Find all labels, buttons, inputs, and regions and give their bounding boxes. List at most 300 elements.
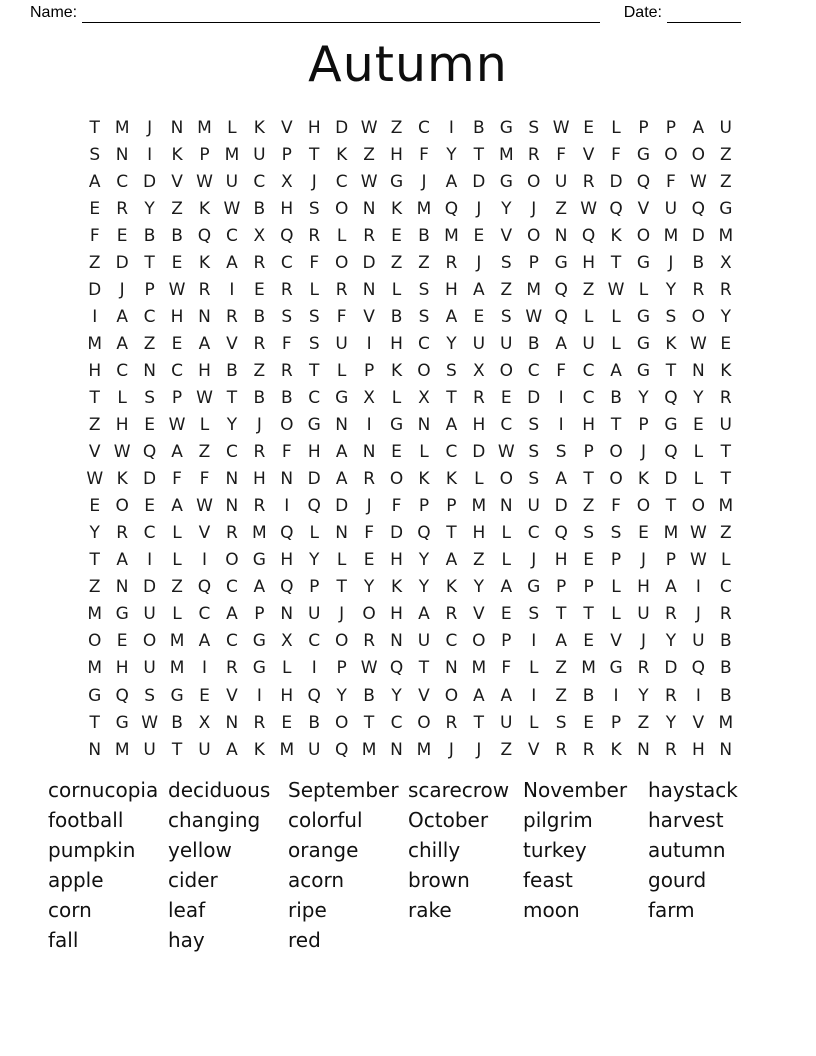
grid-letter: F	[89, 225, 100, 246]
grid-letter: H	[307, 442, 321, 463]
grid-letter: T	[446, 387, 457, 408]
grid-letter: W	[168, 415, 186, 436]
grid-letter: T	[171, 739, 183, 760]
grid-letter: D	[335, 117, 349, 138]
grid-letter: G	[252, 658, 266, 679]
grid-letter: U	[637, 604, 650, 625]
grid-letter: N	[554, 225, 568, 246]
grid-letter: Z	[473, 550, 485, 571]
grid-letter: T	[226, 387, 238, 408]
grid-letter: O	[472, 631, 486, 652]
grid-letter: E	[692, 415, 704, 436]
grid-letter: M	[663, 225, 679, 246]
grid-letter: L	[391, 279, 402, 300]
grid-letter: R	[280, 279, 293, 300]
grid-letter: K	[253, 117, 265, 138]
grid-letter: U	[143, 658, 156, 679]
grid-letter: V	[692, 712, 705, 733]
grid-letter: S	[555, 442, 567, 463]
grid-letter: R	[253, 712, 266, 733]
grid-letter: T	[473, 712, 485, 733]
grid-letter: E	[144, 415, 155, 436]
grid-letter: A	[692, 117, 705, 138]
grid-letter: W	[525, 306, 543, 327]
grid-letter: L	[501, 550, 512, 571]
grid-letter: J	[668, 252, 674, 273]
grid-letter: I	[147, 550, 153, 571]
grid-letter: X	[253, 225, 266, 246]
grid-letter: R	[719, 279, 732, 300]
grid-letter: L	[172, 523, 182, 544]
grid-letter: O	[636, 496, 651, 517]
word-item: haystack	[648, 778, 738, 802]
grid-letter: U	[307, 739, 321, 760]
grid-letter: E	[171, 252, 183, 273]
grid-letter: T	[720, 469, 731, 490]
grid-letter: L	[611, 577, 621, 598]
grid-letter: N	[499, 496, 513, 517]
grid-letter: O	[334, 631, 349, 652]
grid-letter: G	[252, 631, 266, 652]
grid-letter: Y	[720, 306, 731, 327]
grid-letter: C	[225, 631, 238, 652]
grid-letter: O	[664, 144, 678, 165]
grid-letter: S	[281, 306, 293, 327]
grid-letter: O	[499, 360, 513, 381]
grid-letter: D	[143, 577, 157, 598]
grid-letter: P	[199, 144, 210, 165]
grid-letter: Z	[363, 144, 375, 165]
grid-letter: D	[143, 469, 157, 490]
grid-letter: M	[87, 604, 103, 625]
grid-letter: M	[114, 117, 130, 138]
grid-letter: S	[446, 360, 457, 381]
grid-letter: K	[610, 225, 622, 246]
grid-letter: L	[391, 387, 402, 408]
grid-letter: Q	[554, 523, 568, 544]
grid-letter: R	[637, 658, 650, 679]
grid-letter: Z	[582, 496, 595, 517]
grid-letter: Z	[198, 442, 211, 463]
grid-letter: S	[528, 415, 540, 436]
grid-letter: E	[253, 279, 265, 300]
grid-letter: L	[336, 550, 347, 571]
grid-letter: Q	[115, 685, 129, 706]
letter-grid	[81, 114, 740, 763]
grid-letter: F	[611, 496, 621, 517]
grid-letter: Y	[418, 550, 430, 571]
grid-letter: E	[391, 442, 402, 463]
grid-letter: M	[87, 333, 103, 354]
grid-letter: S	[418, 279, 430, 300]
grid-letter: V	[88, 442, 101, 463]
grid-letter: H	[115, 415, 129, 436]
grid-letter: R	[226, 658, 238, 679]
word-item: fall	[48, 927, 79, 952]
grid-letter: Z	[390, 117, 403, 138]
grid-letter: H	[554, 550, 568, 571]
grid-letter: B	[719, 658, 732, 679]
grid-letter: G	[389, 415, 404, 436]
grid-letter: D	[88, 279, 102, 300]
grid-letter: Q	[664, 387, 678, 408]
grid-letter: Q	[636, 171, 651, 192]
grid-letter: V	[171, 171, 183, 192]
grid-letter: O	[142, 631, 157, 652]
grid-letter: U	[335, 333, 348, 354]
date-label: Date:	[623, 4, 662, 21]
grid-letter: N	[225, 712, 239, 733]
grid-letter: A	[500, 577, 513, 598]
grid-letter: S	[500, 252, 512, 273]
grid-letter: H	[390, 333, 403, 354]
grid-letter: M	[87, 658, 103, 679]
grid-letter: L	[611, 604, 621, 625]
grid-letter: U	[500, 712, 513, 733]
grid-letter: V	[582, 144, 595, 165]
grid-letter: I	[695, 577, 701, 598]
grid-letter: I	[558, 387, 564, 408]
grid-letter: C	[582, 360, 595, 381]
grid-letter: Y	[693, 387, 704, 408]
grid-letter: K	[198, 198, 211, 219]
grid-letter: S	[308, 333, 320, 354]
grid-letter: I	[366, 333, 372, 354]
grid-letter: Z	[418, 252, 430, 273]
grid-letter: E	[391, 225, 402, 246]
grid-letter: H	[390, 604, 403, 625]
grid-letter: L	[611, 333, 621, 354]
grid-letter: A	[226, 739, 238, 760]
grid-letter: T	[363, 712, 375, 733]
grid-letter: E	[720, 333, 732, 354]
grid-letter: O	[527, 225, 541, 246]
grid-letter: B	[692, 252, 705, 273]
grid-letter: T	[720, 442, 731, 463]
grid-letter: K	[390, 198, 403, 219]
grid-letter: M	[416, 739, 432, 760]
grid-letter: M	[416, 198, 432, 219]
grid-letter: J	[531, 198, 537, 219]
grid-letter: P	[309, 577, 320, 598]
word-item: cider	[168, 867, 218, 892]
grid-letter: G	[719, 198, 733, 219]
word-item: acorn	[288, 867, 345, 892]
grid-letter: F	[556, 144, 567, 165]
grid-letter: Q	[142, 442, 157, 463]
grid-letter: Y	[309, 550, 320, 571]
grid-letter: O	[691, 144, 706, 165]
grid-letter: C	[719, 577, 732, 598]
grid-letter: N	[417, 415, 431, 436]
grid-letter: J	[119, 279, 125, 300]
grid-letter: A	[473, 685, 485, 706]
grid-letter: J	[476, 252, 482, 273]
grid-letter: Z	[88, 577, 101, 598]
grid-letter: W	[360, 658, 378, 679]
grid-letter: A	[116, 333, 128, 354]
grid-letter: M	[663, 523, 679, 544]
grid-letter: R	[363, 469, 375, 490]
grid-letter: O	[417, 360, 431, 381]
grid-letter: N	[390, 739, 403, 760]
grid-letter: O	[444, 685, 459, 706]
grid-letter: B	[719, 685, 732, 706]
grid-letter: R	[445, 712, 458, 733]
grid-letter: U	[225, 171, 239, 192]
grid-letter: M	[114, 739, 130, 760]
grid-letter: C	[225, 577, 238, 598]
grid-letter: F	[199, 469, 210, 490]
grid-letter: C	[225, 225, 238, 246]
grid-letter: S	[528, 469, 540, 490]
grid-letter: I	[695, 685, 701, 706]
grid-letter: I	[201, 550, 207, 571]
grid-letter: I	[558, 415, 564, 436]
word-item: moon	[523, 897, 580, 922]
word-item: brown	[408, 867, 470, 892]
grid-letter: L	[336, 360, 347, 381]
grid-letter: W	[196, 387, 213, 408]
grid-letter: F	[281, 442, 292, 463]
grid-letter: Z	[637, 712, 650, 733]
grid-letter: V	[363, 306, 375, 327]
word-item: cornucopia	[48, 778, 159, 802]
grid-letter: R	[527, 144, 540, 165]
grid-letter: W	[360, 171, 378, 192]
grid-letter: R	[665, 739, 677, 760]
grid-letter: E	[500, 387, 512, 408]
grid-letter: O	[691, 496, 706, 517]
grid-letter: A	[335, 469, 348, 490]
grid-letter: C	[445, 631, 458, 652]
grid-letter: J	[640, 550, 646, 571]
grid-letter: Q	[307, 496, 321, 517]
word-item: changing	[168, 807, 261, 832]
grid-letter: Z	[555, 198, 567, 219]
grid-letter: S	[308, 198, 320, 219]
grid-letter: I	[284, 496, 290, 517]
grid-letter: S	[583, 523, 594, 544]
grid-letter: O	[334, 198, 349, 219]
grid-letter: E	[363, 550, 375, 571]
grid-letter: C	[116, 171, 129, 192]
grid-letter: U	[582, 333, 595, 354]
grid-letter: W	[86, 469, 104, 490]
grid-letter: M	[498, 144, 514, 165]
grid-letter: G	[664, 415, 678, 436]
grid-letter: T	[309, 360, 320, 381]
grid-letter: A	[253, 577, 266, 598]
word-item: turkey	[523, 837, 587, 862]
grid-letter: Y	[665, 279, 677, 300]
grid-letter: C	[390, 712, 403, 733]
grid-letter: N	[445, 658, 458, 679]
grid-letter: G	[252, 550, 266, 571]
word-item: farm	[648, 897, 695, 922]
grid-letter: J	[421, 171, 427, 192]
grid-letter: N	[143, 360, 156, 381]
grid-letter: E	[473, 225, 485, 246]
grid-letter: V	[473, 604, 485, 625]
word-item: colorful	[288, 807, 363, 832]
grid-letter: D	[609, 171, 623, 192]
word-item: ripe	[288, 897, 327, 922]
grid-letter: S	[665, 306, 677, 327]
grid-letter: J	[640, 442, 646, 463]
grid-letter: N	[691, 360, 705, 381]
grid-letter: Z	[88, 252, 101, 273]
grid-letter: S	[500, 306, 512, 327]
grid-letter: I	[531, 631, 537, 652]
grid-letter: M	[526, 279, 542, 300]
grid-letter: Q	[307, 685, 321, 706]
grid-letter: D	[691, 225, 705, 246]
grid-letter: K	[418, 469, 430, 490]
grid-letter: L	[117, 387, 127, 408]
grid-letter: J	[476, 198, 482, 219]
grid-letter: O	[691, 306, 706, 327]
grid-letter: F	[391, 496, 402, 517]
grid-letter: G	[389, 171, 404, 192]
grid-letter: A	[226, 252, 238, 273]
grid-letter: N	[225, 496, 239, 517]
grid-letter: F	[172, 469, 182, 490]
grid-letter: B	[171, 712, 183, 733]
grid-letter: I	[201, 658, 207, 679]
grid-letter: W	[689, 550, 707, 571]
grid-letter: L	[172, 604, 182, 625]
grid-letter: L	[501, 523, 512, 544]
grid-letter: B	[253, 387, 266, 408]
grid-letter: F	[501, 658, 512, 679]
grid-letter: Z	[500, 739, 513, 760]
grid-letter: G	[307, 415, 321, 436]
grid-letter: Q	[691, 198, 706, 219]
grid-letter: W	[552, 117, 570, 138]
grid-letter: K	[336, 144, 348, 165]
word-list	[48, 776, 768, 955]
grid-letter: N	[362, 198, 376, 219]
grid-letter: L	[611, 117, 621, 138]
grid-letter: H	[280, 198, 294, 219]
word-item: gourd	[648, 867, 707, 892]
grid-letter: B	[473, 117, 485, 138]
grid-letter: N	[115, 144, 129, 165]
grid-letter: R	[198, 279, 211, 300]
grid-letter: T	[473, 144, 485, 165]
grid-letter: B	[363, 685, 375, 706]
grid-letter: D	[554, 496, 568, 517]
grid-letter: A	[500, 685, 513, 706]
grid-letter: C	[280, 252, 293, 273]
grid-letter: O	[609, 469, 623, 490]
grid-letter: J	[448, 739, 454, 760]
grid-letter: B	[253, 198, 266, 219]
grid-letter: G	[527, 577, 541, 598]
grid-letter: I	[366, 415, 372, 436]
grid-letter: C	[582, 387, 595, 408]
grid-letter: N	[637, 739, 650, 760]
grid-letter: A	[665, 577, 677, 598]
grid-letter: B	[582, 685, 595, 706]
grid-letter: R	[308, 225, 321, 246]
grid-letter: W	[497, 442, 515, 463]
grid-letter: T	[665, 496, 677, 517]
grid-letter: C	[198, 604, 211, 625]
grid-letter: U	[143, 739, 156, 760]
grid-letter: G	[636, 333, 651, 354]
grid-letter: E	[144, 496, 155, 517]
grid-letter: K	[637, 469, 650, 490]
grid-letter: E	[583, 712, 594, 733]
grid-letter: N	[280, 469, 294, 490]
grid-letter: R	[226, 523, 238, 544]
grid-letter: P	[501, 631, 512, 652]
grid-letter: L	[199, 415, 210, 436]
grid-letter: T	[610, 252, 622, 273]
grid-letter: C	[116, 360, 129, 381]
grid-letter: A	[226, 604, 238, 625]
grid-letter: L	[172, 550, 182, 571]
grid-letter: Y	[665, 712, 677, 733]
grid-letter: R	[363, 631, 375, 652]
grid-letter: P	[336, 658, 347, 679]
grid-letter: P	[556, 577, 567, 598]
grid-letter: U	[198, 739, 211, 760]
grid-letter: R	[116, 523, 129, 544]
grid-letter: H	[582, 252, 595, 273]
grid-letter: V	[198, 523, 211, 544]
grid-letter: T	[583, 469, 594, 490]
grid-letter: Z	[88, 415, 101, 436]
grid-letter: R	[445, 252, 458, 273]
grid-letter: B	[143, 225, 156, 246]
grid-letter: W	[196, 171, 213, 192]
grid-letter: A	[445, 171, 458, 192]
grid-letter: F	[666, 171, 676, 192]
grid-letter: Z	[253, 360, 266, 381]
grid-letter: R	[472, 387, 485, 408]
grid-letter: C	[527, 523, 540, 544]
grid-letter: F	[419, 144, 429, 165]
grid-letter: Q	[280, 523, 294, 544]
grid-letter: Z	[500, 279, 513, 300]
grid-letter: Y	[473, 577, 485, 598]
grid-letter: D	[362, 252, 376, 273]
grid-letter: E	[281, 712, 293, 733]
grid-letter: Y	[363, 577, 375, 598]
grid-letter: M	[279, 739, 295, 760]
word-column	[48, 776, 168, 955]
grid-letter: K	[171, 144, 183, 165]
grid-letter: P	[418, 496, 430, 517]
grid-letter: C	[253, 171, 266, 192]
grid-letter: H	[472, 415, 486, 436]
grid-letter: I	[147, 144, 153, 165]
grid-letter: R	[253, 496, 266, 517]
grid-letter: H	[170, 306, 184, 327]
grid-letter: T	[583, 604, 594, 625]
grid-letter: Z	[719, 523, 732, 544]
grid-letter: E	[116, 225, 128, 246]
grid-letter: G	[554, 252, 568, 273]
grid-letter: C	[308, 387, 321, 408]
grid-letter: Q	[691, 658, 706, 679]
grid-letter: X	[280, 171, 293, 192]
grid-letter: N	[335, 415, 349, 436]
grid-letter: P	[665, 550, 677, 571]
